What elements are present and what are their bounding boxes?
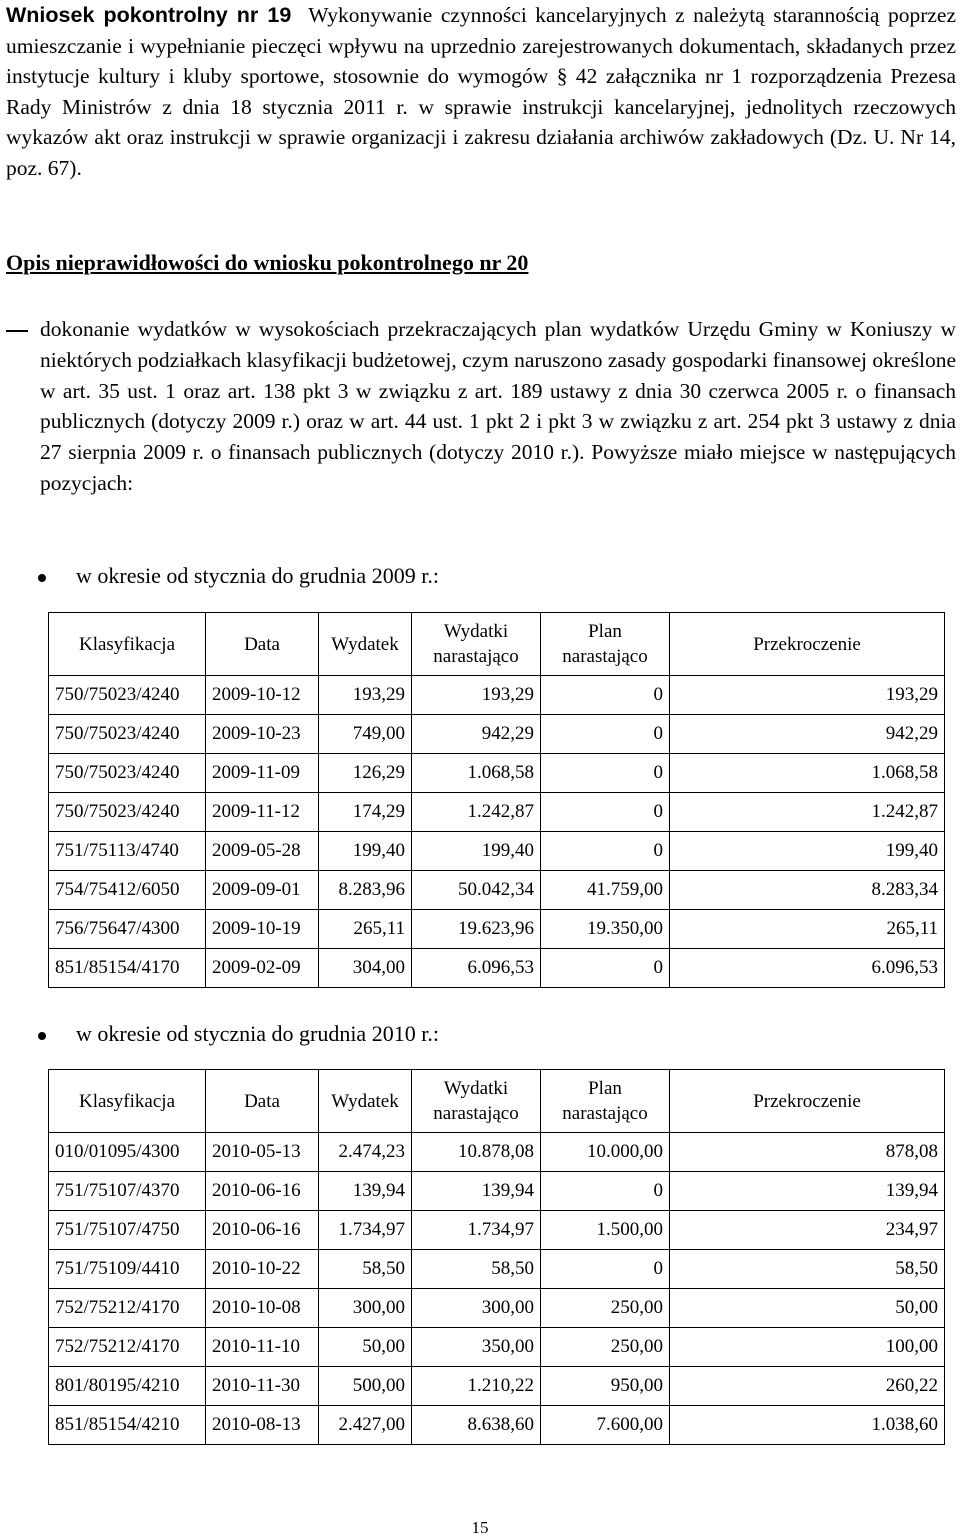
cell-przekroczenie: 1.068,58 (670, 754, 945, 793)
cell-data: 2010-10-22 (206, 1250, 319, 1289)
cell-plan-narastajaco: 0 (541, 949, 670, 988)
cell-wydatek: 193,29 (319, 676, 412, 715)
cell-data: 2010-11-30 (206, 1367, 319, 1406)
table-row (49, 1250, 945, 1289)
table-row (49, 754, 945, 793)
header-wydatki-narastajaco: Wydatki narastająco (412, 1070, 541, 1133)
cell-wydatek: 8.283,96 (319, 871, 412, 910)
cell-klasyfikacja: 751/75107/4370 (49, 1172, 206, 1211)
table-row (49, 1172, 945, 1211)
header-klasyfikacja: Klasyfikacja (49, 613, 206, 676)
cell-data: 2009-02-09 (206, 949, 319, 988)
header-wydatek: Wydatek (319, 613, 412, 676)
intro-text: Wykonywanie czynności kancelaryjnych z należytą starannością poprzez umieszczanie i wypełnianie pieczęci wpływu na uprzednio zarejestrowanych dokumentach, składanych przez instytucje kultury i kluby sportowe, stosownie do wymogów § 42 załącznika nr 1 rozporządzenia Prezesa Rady Ministrów z dnia 18 stycznia 2011 r. w sprawie instrukcji kancelaryjnej, jednolitych rzeczowych wykazów akt oraz instrukcji w sprawie organizacji i zakresu działania archiwów zakładowych (Dz. U. Nr 14, poz. 67). (6, 3, 956, 180)
cell-klasyfikacja: 750/75023/4240 (49, 676, 206, 715)
cell-przekroczenie: 878,08 (670, 1133, 945, 1172)
cell-przekroczenie: 50,00 (670, 1289, 945, 1328)
cell-plan-narastajaco: 0 (541, 715, 670, 754)
table-header-row (49, 613, 945, 676)
dash-list-item (6, 314, 956, 499)
table-row (49, 1328, 945, 1367)
cell-klasyfikacja: 751/75107/4750 (49, 1211, 206, 1250)
cell-wydatki-narastajaco: 58,50 (412, 1250, 541, 1289)
cell-klasyfikacja: 750/75023/4240 (49, 754, 206, 793)
cell-wydatki-narastajaco: 19.623,96 (412, 910, 541, 949)
cell-klasyfikacja: 851/85154/4170 (49, 949, 206, 988)
cell-data: 2009-05-28 (206, 832, 319, 871)
header-przekroczenie: Przekroczenie (670, 1070, 945, 1133)
cell-wydatki-narastajaco: 1.734,97 (412, 1211, 541, 1250)
cell-przekroczenie: 942,29 (670, 715, 945, 754)
cell-wydatki-narastajaco: 199,40 (412, 832, 541, 871)
cell-wydatki-narastajaco: 1.210,22 (412, 1367, 541, 1406)
cell-wydatek: 50,00 (319, 1328, 412, 1367)
cell-klasyfikacja: 801/80195/4210 (49, 1367, 206, 1406)
cell-plan-narastajaco: 0 (541, 832, 670, 871)
cell-klasyfikacja: 010/01095/4300 (49, 1133, 206, 1172)
cell-plan-narastajaco: 0 (541, 1172, 670, 1211)
cell-plan-narastajaco: 1.500,00 (541, 1211, 670, 1250)
cell-plan-narastajaco: 10.000,00 (541, 1133, 670, 1172)
cell-wydatek: 265,11 (319, 910, 412, 949)
header-data: Data (206, 613, 319, 676)
cell-klasyfikacja: 752/75212/4170 (49, 1289, 206, 1328)
cell-klasyfikacja: 851/85154/4210 (49, 1406, 206, 1445)
header-wydatki-narastajaco: Wydatki narastająco (412, 613, 541, 676)
cell-data: 2009-11-09 (206, 754, 319, 793)
cell-plan-narastajaco: 250,00 (541, 1289, 670, 1328)
cell-plan-narastajaco: 0 (541, 793, 670, 832)
cell-wydatki-narastajaco: 350,00 (412, 1328, 541, 1367)
cell-klasyfikacja: 756/75647/4300 (49, 910, 206, 949)
cell-wydatek: 174,29 (319, 793, 412, 832)
table-row (49, 793, 945, 832)
cell-wydatek: 300,00 (319, 1289, 412, 1328)
cell-wydatki-narastajaco: 942,29 (412, 715, 541, 754)
table-row (49, 910, 945, 949)
table-row (49, 871, 945, 910)
cell-przekroczenie: 139,94 (670, 1172, 945, 1211)
table-row (49, 676, 945, 715)
header-plan-narastajaco: Plan narastająco (541, 1070, 670, 1133)
cell-data: 2009-09-01 (206, 871, 319, 910)
cell-data: 2009-10-12 (206, 676, 319, 715)
table-row (49, 1133, 945, 1172)
dash-icon (6, 330, 28, 332)
header-wydatek: Wydatek (319, 1070, 412, 1133)
cell-data: 2009-11-12 (206, 793, 319, 832)
bullet-icon (38, 574, 46, 582)
table-row (49, 1406, 945, 1445)
cell-wydatki-narastajaco: 193,29 (412, 676, 541, 715)
cell-przekroczenie: 265,11 (670, 910, 945, 949)
cell-data: 2009-10-23 (206, 715, 319, 754)
bullet-2009 (38, 563, 439, 589)
page-number: 15 (471, 1518, 489, 1537)
table-header-row (49, 1070, 945, 1133)
cell-klasyfikacja: 750/75023/4240 (49, 793, 206, 832)
cell-przekroczenie: 1.242,87 (670, 793, 945, 832)
cell-wydatek: 2.427,00 (319, 1406, 412, 1445)
cell-data: 2010-05-13 (206, 1133, 319, 1172)
bullet-2009-text: w okresie od stycznia do grudnia 2009 r.: (76, 563, 439, 588)
table-row (49, 1289, 945, 1328)
bullet-icon (38, 1032, 46, 1040)
cell-wydatki-narastajaco: 6.096,53 (412, 949, 541, 988)
table-row (49, 1211, 945, 1250)
cell-plan-narastajaco: 250,00 (541, 1328, 670, 1367)
section-heading: Opis nieprawidłowości do wniosku pokontrolnego nr 20 (6, 250, 529, 275)
cell-wydatek: 126,29 (319, 754, 412, 793)
cell-wydatki-narastajaco: 1.242,87 (412, 793, 541, 832)
table-row (49, 1367, 945, 1406)
table-row (49, 715, 945, 754)
dash-item-text: dokonanie wydatków w wysokościach przekraczających plan wydatków Urzędu Gminy w Koniuszy w niektórych podziałkach klasyfikacji budżetowej, czym naruszono zasady gospodarki finansowej określone w art. 35 ust. 1 oraz art. 138 pkt 3 w związku z art. 189 ustawy z dnia 30 czerwca 2005 r. o finansach publicznych (dotyczy 2009 r.) oraz w art. 44 ust. 1 pkt 2 i pkt 3 w związku z art. 254 pkt 3 ustawy z dnia 27 sierpnia 2009 r. o finansach publicznych (dotyczy 2010 r.). Powyższe miało miejsce w następujących pozycjach: (40, 317, 956, 495)
cell-data: 2010-06-16 (206, 1211, 319, 1250)
cell-wydatki-narastajaco: 50.042,34 (412, 871, 541, 910)
cell-przekroczenie: 260,22 (670, 1367, 945, 1406)
cell-klasyfikacja: 752/75212/4170 (49, 1328, 206, 1367)
cell-plan-narastajaco: 19.350,00 (541, 910, 670, 949)
cell-przekroczenie: 199,40 (670, 832, 945, 871)
cell-przekroczenie: 100,00 (670, 1328, 945, 1367)
cell-przekroczenie: 1.038,60 (670, 1406, 945, 1445)
cell-data: 2010-06-16 (206, 1172, 319, 1211)
cell-wydatki-narastajaco: 1.068,58 (412, 754, 541, 793)
table-row (49, 832, 945, 871)
cell-klasyfikacja: 751/75109/4410 (49, 1250, 206, 1289)
cell-wydatek: 139,94 (319, 1172, 412, 1211)
header-data: Data (206, 1070, 319, 1133)
cell-wydatki-narastajaco: 10.878,08 (412, 1133, 541, 1172)
cell-wydatek: 304,00 (319, 949, 412, 988)
intro-paragraph (6, 0, 956, 183)
cell-klasyfikacja: 751/75113/4740 (49, 832, 206, 871)
cell-data: 2010-11-10 (206, 1328, 319, 1367)
cell-przekroczenie: 8.283,34 (670, 871, 945, 910)
cell-plan-narastajaco: 0 (541, 1250, 670, 1289)
cell-przekroczenie: 6.096,53 (670, 949, 945, 988)
cell-klasyfikacja: 750/75023/4240 (49, 715, 206, 754)
cell-data: 2009-10-19 (206, 910, 319, 949)
cell-plan-narastajaco: 950,00 (541, 1367, 670, 1406)
bullet-2010 (38, 1021, 439, 1047)
cell-wydatki-narastajaco: 300,00 (412, 1289, 541, 1328)
table-2009 (48, 612, 945, 988)
cell-plan-narastajaco: 0 (541, 754, 670, 793)
intro-title: Wniosek pokontrolny nr 19 (6, 3, 292, 27)
cell-klasyfikacja: 754/75412/6050 (49, 871, 206, 910)
cell-wydatek: 2.474,23 (319, 1133, 412, 1172)
cell-plan-narastajaco: 0 (541, 676, 670, 715)
cell-data: 2010-10-08 (206, 1289, 319, 1328)
cell-przekroczenie: 193,29 (670, 676, 945, 715)
cell-plan-narastajaco: 41.759,00 (541, 871, 670, 910)
cell-wydatek: 1.734,97 (319, 1211, 412, 1250)
header-plan-narastajaco: Plan narastająco (541, 613, 670, 676)
cell-wydatki-narastajaco: 139,94 (412, 1172, 541, 1211)
cell-wydatki-narastajaco: 8.638,60 (412, 1406, 541, 1445)
cell-plan-narastajaco: 7.600,00 (541, 1406, 670, 1445)
cell-wydatek: 749,00 (319, 715, 412, 754)
cell-wydatek: 500,00 (319, 1367, 412, 1406)
header-klasyfikacja: Klasyfikacja (49, 1070, 206, 1133)
cell-data: 2010-08-13 (206, 1406, 319, 1445)
header-przekroczenie: Przekroczenie (670, 613, 945, 676)
cell-wydatek: 199,40 (319, 832, 412, 871)
cell-wydatek: 58,50 (319, 1250, 412, 1289)
table-row (49, 949, 945, 988)
table-2010 (48, 1069, 945, 1445)
cell-przekroczenie: 234,97 (670, 1211, 945, 1250)
cell-przekroczenie: 58,50 (670, 1250, 945, 1289)
bullet-2010-text: w okresie od stycznia do grudnia 2010 r.: (76, 1021, 439, 1046)
